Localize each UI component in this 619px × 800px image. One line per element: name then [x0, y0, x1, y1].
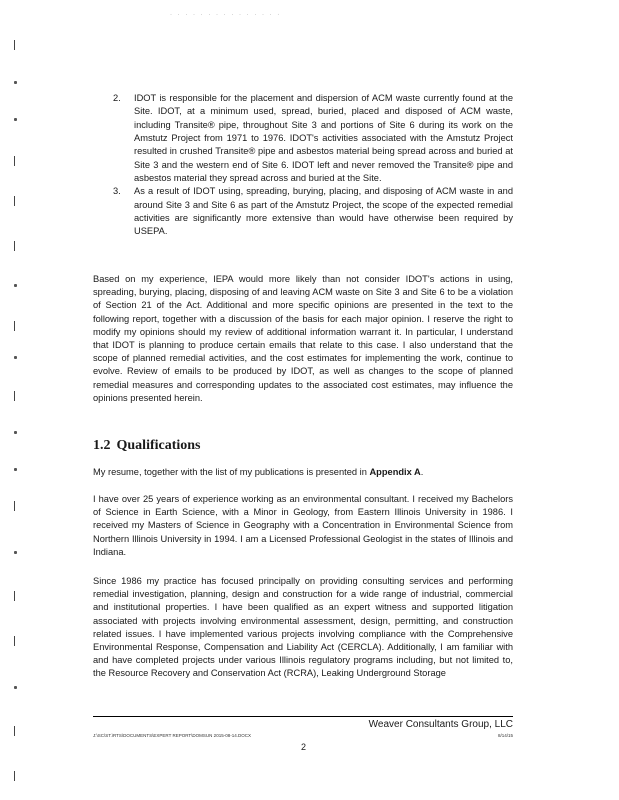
margin-mark [14, 501, 19, 511]
list-item [113, 92, 513, 185]
section-title: Qualifications [116, 438, 201, 453]
opinion-basis-paragraph: Based on my experience, IEPA would more likely than not consider IDOT's actions in using, spreading, burying, placing, disposing of and leaving ACM waste on Site 3 and Site 6 to be a violation of Section 21 of the Act. Additional and more specific opinions are presented in the text to the following report, together with a discussion of the basis for each major opinion. I reserve the right to modify my opinions should my review of additional information warrant it. In particular, I understand that IDOT is planning to produce certain emails that relate to this case. I also understand that the scope of planned remedial activities, and the cost estimates for implementing the work, continue to evolve. Review of emails to be produced by IDOT, as well as changes to the scope of planned remedial measures and corresponding updates to the associated cost estimates, may influence the opinions presented herein. [93, 274, 513, 403]
list-item-number: 3. [113, 186, 121, 197]
margin-mark [14, 321, 19, 331]
resume-paragraph [93, 466, 513, 479]
margin-mark [14, 356, 17, 359]
appendix-reference: Appendix A [369, 467, 421, 477]
list-item-number: 2. [113, 93, 121, 103]
footer-company-name: Weaver Consultants Group, LLC [368, 719, 513, 730]
binding-margin-marks [14, 36, 24, 796]
footer-rule [93, 716, 513, 717]
margin-mark [14, 468, 17, 471]
margin-mark [14, 40, 19, 50]
margin-mark [14, 156, 19, 166]
page-number: 2 [301, 742, 307, 752]
practice-paragraph: Since 1986 my practice has focused principally on providing consulting services and performing remedial investigation, planning, design and construction for a wide range of industrial, commercial and institutional properties. I have been qualified as an expert witness and supported litigation associated with projects involving environmental assessment, design, permitting, and construction related issues. I have implemented various projects involving compliance with the Comprehensive Environmental Response, Compensation and Liability Act (CERCLA). Additionally, I am familiar with and have completed projects under various Illinois regulatory programs including, but not limited to, the Resource Recovery and Conservation Act (RCRA), Leaking Underground Storage [93, 576, 513, 679]
margin-mark [14, 636, 19, 646]
margin-mark [14, 118, 17, 121]
margin-mark [14, 551, 17, 554]
margin-mark [14, 284, 17, 287]
margin-mark [14, 771, 19, 781]
list-item-text: IDOT is responsible for the placement and dispersion of ACM waste currently found at the Site. IDOT, at a minimum used, spread, buried, placed and disposed of ACM waste, including Transite® pipe, throughout Site 3 and portions of Site 6 during its work on the Amstutz Project from 1971 to 1976. IDOT's activities associated with the Amstutz Project resulted in crushed Transite® pipe and asbestos material being spread across and buried at Site 3 and the western end of Site 6. IDOT left and never removed the Transite® pipe and asbestos material they spread across and buried at the Site. [134, 93, 513, 184]
margin-mark [14, 391, 19, 401]
resume-text: My resume, together with the list of my publications is presented in [93, 467, 370, 477]
header-scan-noise: · · · · · · · · · · · · · · · [170, 12, 282, 18]
margin-mark [14, 81, 17, 84]
margin-mark [14, 431, 17, 434]
list-item-text: As a result of IDOT using, spreading, burying, placing, and disposing of ACM waste in and around Site 3 and Site 6 as part of the Amstutz Project, the scope of the expected remedial activities are significantly more extensive than would have otherwise been required by USEPA. [134, 186, 513, 237]
experience-paragraph: I have over 25 years of experience working as an environmental consultant. I received my Bachelors of Science in Earth Science, with a Minor in Geology, from Eastern Illinois University in 1986. I received my Masters of Science in Geography with a Concentration in Environmental Science from Northern Illinois University in 1994. I am a Licensed Professional Geologist in the states of Illinois and Indiana. [93, 494, 513, 557]
numbered-opinion-list [113, 92, 513, 239]
footer-date: 8/14/15 [497, 733, 513, 738]
footer-file-path: J:\SC\ST.\RTS\DOCUMENTS\EXPERT REPORT\DOMSUN 2015-08-14.DOCX [93, 733, 251, 738]
resume-period: . [420, 467, 424, 477]
section-heading [93, 438, 201, 454]
list-item [113, 185, 513, 238]
section-number: 1.2 [93, 438, 111, 453]
margin-mark [14, 726, 19, 736]
margin-mark [14, 591, 19, 601]
margin-mark [14, 686, 17, 689]
margin-mark [14, 196, 19, 206]
margin-mark [14, 241, 19, 251]
